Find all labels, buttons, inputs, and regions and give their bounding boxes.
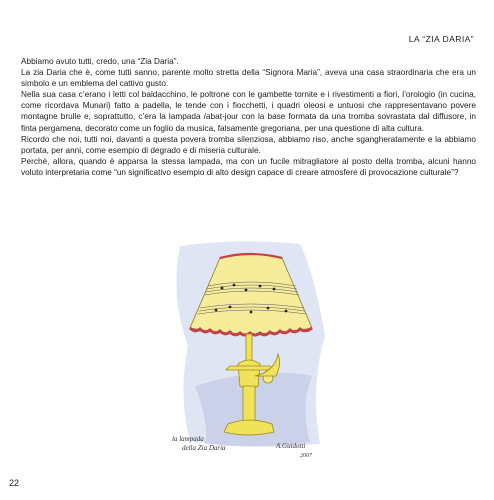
page-number: 22 xyxy=(9,478,20,488)
paragraph: La zia Daria che è, come tutti sanno, parente molto stretta della “Signora Maria”, aveva una casa straordinaria che era un simbolo e un emblema del cattivo gusto. xyxy=(21,68,476,89)
paragraph: Perché, allora, quando è apparsa la stessa lampada, ma con un fucile mitragliatore al posto della tromba, alcuni hanno voluto interpretaria come “un significativo esempio di alto design capace di creare atmosfere di provocazione culturale”? xyxy=(21,156,476,177)
article-body xyxy=(21,56,476,178)
artist-signature: A.Guidotti xyxy=(276,442,306,450)
lamp-illustration xyxy=(150,236,350,466)
artist-year: 2007 xyxy=(300,453,312,459)
paragraph: Nella sua casa c’erano i letti col baldacchino, le poltrone con le gambette tornite e i rivestimenti a fiori, l’orologio (in cucina, come ricordava Munari) fatto a padella, le tende con i fiocchetti, i quadri oleosi e untuosi che rappresentavano povere montagne brulle e, soprattutto, c’era la lampada /abat-jour con la base formata da una tromba sovrastata dal diffusore, in finta pergamena, decorato come un foglio da musica, falsamente gregoriana, per una questione di alta cultura. xyxy=(21,90,476,133)
paragraph: Abbiamo avuto tutti, credo, una “Zia Daria”. xyxy=(21,57,179,66)
illustration-caption: la lampada xyxy=(172,435,204,443)
illustration-caption: della Zia Daria xyxy=(182,444,226,452)
paragraph: Ricordo che noi, tutti noi, davanti a questa povera tromba silenziosa, abbiamo riso, anche sgangheratamente e la abbiamo portata, per anni, come esempio di degrado e di miseria culturale. xyxy=(21,134,476,155)
running-head: LA “ZIA DARIA” xyxy=(408,34,474,44)
